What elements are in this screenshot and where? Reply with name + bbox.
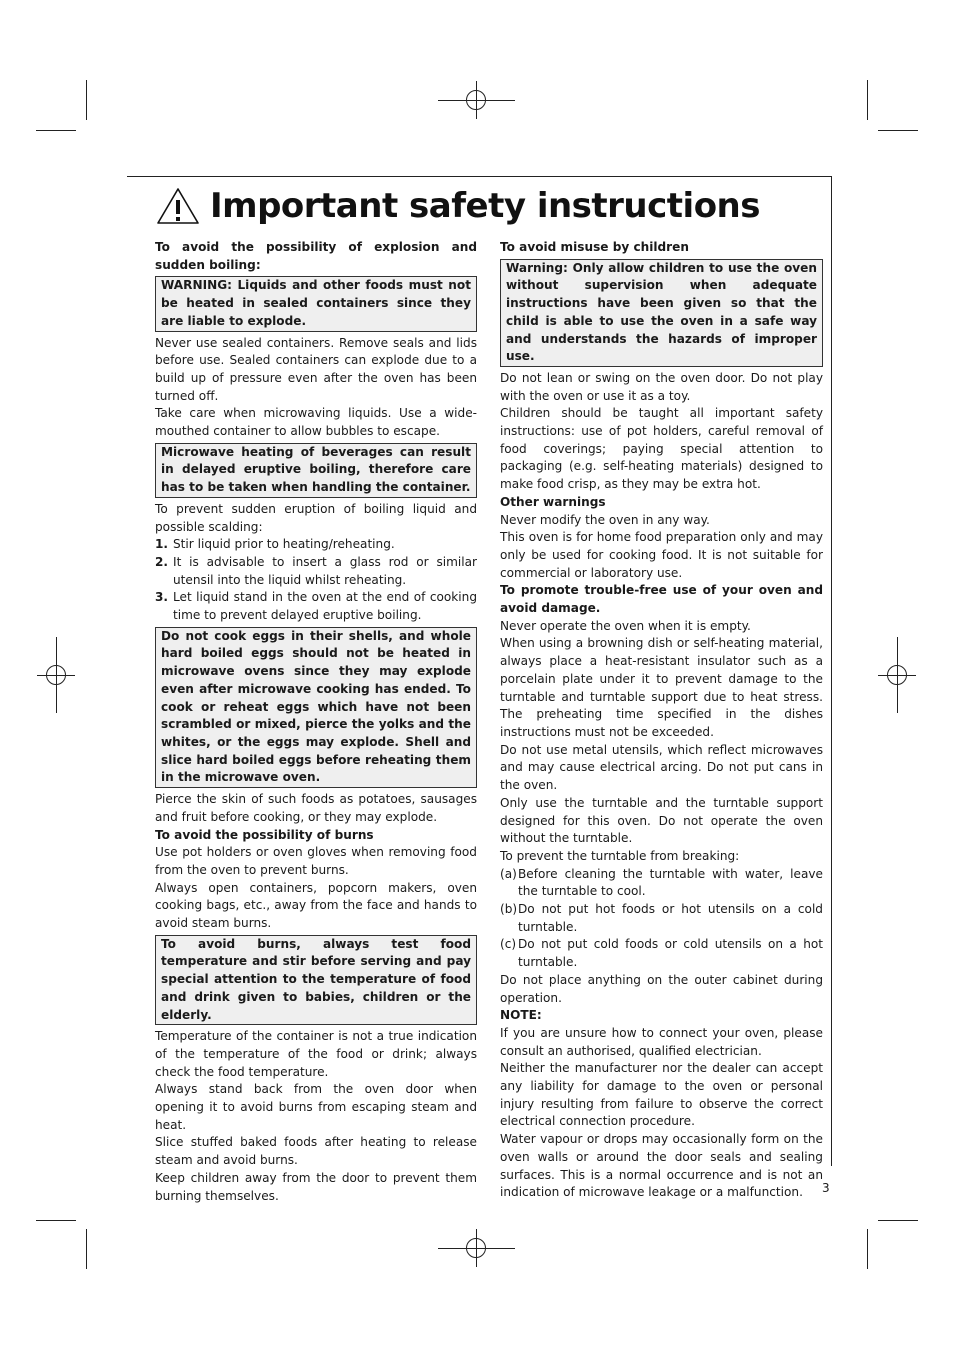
warning-box-sealed-containers: WARNING: Liquids and other foods must not be heated in sealed containers since they are liable to explode.	[155, 276, 477, 331]
frame-top-rule	[127, 176, 832, 177]
paragraph: Slice stuffed baked foods after heating to release steam and avoid burns.	[155, 1135, 477, 1168]
list-text: Stir liquid prior to heating/reheating.	[173, 537, 395, 552]
paragraph: When using a browning dish or self-heating material, always place a heat-resistant insulator such as a porcelain plate under it to prevent damage to the turntable and turntable support due to heat stress. The preheating time specified in the dishes instructions must not be exceeded.	[500, 636, 823, 739]
list-text: It is advisable to insert a glass rod or similar utensil into the liquid whilst reheating.	[173, 554, 477, 587]
section-heading-trouble-free: To promote trouble-free use of your oven and avoid damage.	[500, 583, 823, 616]
page-title: Important safety instructions	[210, 186, 761, 226]
crop-mark	[878, 1220, 918, 1221]
lettered-list	[500, 866, 823, 972]
page-number: 3	[822, 1181, 830, 1195]
paragraph: Do not lean or swing on the oven door. Do not play with the oven or use it as a toy.	[500, 370, 823, 403]
paragraph: Neither the manufacturer nor the dealer can accept any liability for damage to the oven or personal injury resulting from failure to observe the correct electrical connection procedure.	[500, 1061, 823, 1129]
paragraph: Take care when microwaving liquids. Use a wide-mouthed container to allow bubbles to escape.	[155, 406, 477, 439]
list-text: Do not put cold foods or cold utensils on a hot turntable.	[518, 937, 823, 970]
crop-mark	[86, 80, 87, 120]
paragraph: Do not use metal utensils, which reflect microwaves and may cause electrical arcing. Do not put cans in the oven.	[500, 742, 823, 793]
paragraph: Always open containers, popcorn makers, oven cooking bags, etc., away from the face and hands to avoid steam burns.	[155, 880, 477, 931]
warning-box-eggs: Do not cook eggs in their shells, and whole hard boiled eggs should not be heated in microwave ovens since they may explode even after microwave cooking has ended. To cook or reheat eggs which have not been scrambled or mixed, pierce the yolks and the whites, or the eggs may explode. Shell and slice hard boiled eggs before reheating them in the microwave oven.	[155, 627, 477, 788]
warning-box-food-temperature: To avoid burns, always test food temperature and stir before serving and pay special attention to the temperature of food and drink given to babies, children or the elderly.	[155, 935, 477, 1026]
paragraph: Never use sealed containers. Remove seals and lids before use. Sealed containers can explode due to a build up of pressure even after the oven has been turned off.	[155, 335, 477, 403]
section-heading-explosion: To avoid the possibility of explosion and sudden boiling:	[155, 240, 477, 272]
crop-mark	[36, 1220, 76, 1221]
paragraph: Never modify the oven in any way.	[500, 512, 710, 527]
list-letter: (b)	[500, 902, 518, 917]
warning-box-children: Warning: Only allow children to use the oven without supervision when adequate instructions have been given so that the child is able to use the oven in a safe way and understands the hazards of improper use.	[500, 259, 823, 367]
list-item	[500, 936, 823, 971]
paragraph: Temperature of the container is not a true indication of the temperature of the food or drink; always check the food temperature.	[155, 1029, 477, 1079]
crop-mark	[867, 1229, 868, 1269]
paragraph: Keep children away from the door to prevent them burning themselves.	[155, 1170, 477, 1203]
list-number: 1.	[155, 537, 169, 552]
list-text: Before cleaning the turntable with water, leave the turntable to cool.	[518, 866, 823, 899]
list-item	[155, 536, 477, 554]
list-letter: (a)	[500, 866, 517, 881]
paragraph: Never operate the oven when it is empty.	[500, 618, 751, 633]
list-number: 2.	[155, 554, 169, 569]
frame-right-rule	[831, 176, 832, 1166]
list-item	[500, 901, 823, 936]
paragraph: Do not place anything on the outer cabinet during operation.	[500, 972, 823, 1005]
crop-mark	[86, 1229, 87, 1269]
paragraph: Only use the turntable and the turntable support designed for this oven. Do not operate the oven without the turntable.	[500, 795, 823, 846]
list-item	[155, 554, 477, 589]
list-letter: (c)	[500, 937, 517, 952]
crop-mark	[867, 80, 868, 120]
warning-box-beverages: Microwave heating of beverages can result in delayed eruptive boiling, therefore care has to be taken when handling the container.	[155, 443, 477, 498]
paragraph: Water vapour or drops may occasionally form on the oven walls or around the door seals and sealing surfaces. This is a normal occurrence and is not an indication of microwave leakage or a malfunction.	[500, 1132, 823, 1200]
section-heading-burns: To avoid the possibility of burns	[155, 827, 374, 842]
page-header	[156, 184, 760, 228]
section-heading-note: NOTE:	[500, 1008, 542, 1023]
paragraph: This oven is for home food preparation only and may only be used for cooking food. It is not suitable for commercial or laboratory use.	[500, 530, 823, 580]
warning-triangle-icon	[156, 186, 200, 226]
paragraph: If you are unsure how to connect your oven, please consult an authorised, qualified electrician.	[500, 1025, 823, 1058]
paragraph: Use pot holders or oven gloves when removing food from the oven to prevent burns.	[155, 845, 477, 877]
section-heading-children: To avoid misuse by children	[500, 240, 689, 254]
paragraph: Pierce the skin of such foods as potatoes, sausages and fruit before cooking, or they may explode.	[155, 792, 477, 824]
crop-mark	[36, 130, 76, 131]
list-text: Do not put hot foods or hot utensils on a cold turntable.	[518, 902, 823, 934]
list-item	[155, 589, 477, 624]
paragraph: To prevent the turntable from breaking:	[500, 848, 740, 863]
paragraph: Always stand back from the oven door when opening it to avoid burns from escaping steam and heat.	[155, 1082, 477, 1132]
numbered-list	[155, 536, 477, 625]
list-item	[500, 866, 823, 901]
paragraph: To prevent sudden eruption of boiling liquid and possible scalding:	[155, 501, 477, 534]
crop-mark	[878, 130, 918, 131]
section-heading-other-warnings: Other warnings	[500, 494, 606, 509]
list-text: Let liquid stand in the oven at the end of cooking time to prevent delayed eruptive boiling.	[173, 590, 477, 623]
list-number: 3.	[155, 590, 169, 605]
paragraph: Children should be taught all important safety instructions: use of pot holders, careful removal of food coverings; paying special attention to packaging (e.g. self-heating materials) designed to make food crisp, as they may be extra hot.	[500, 406, 823, 492]
right-column	[500, 239, 823, 1202]
left-column	[155, 239, 477, 1205]
